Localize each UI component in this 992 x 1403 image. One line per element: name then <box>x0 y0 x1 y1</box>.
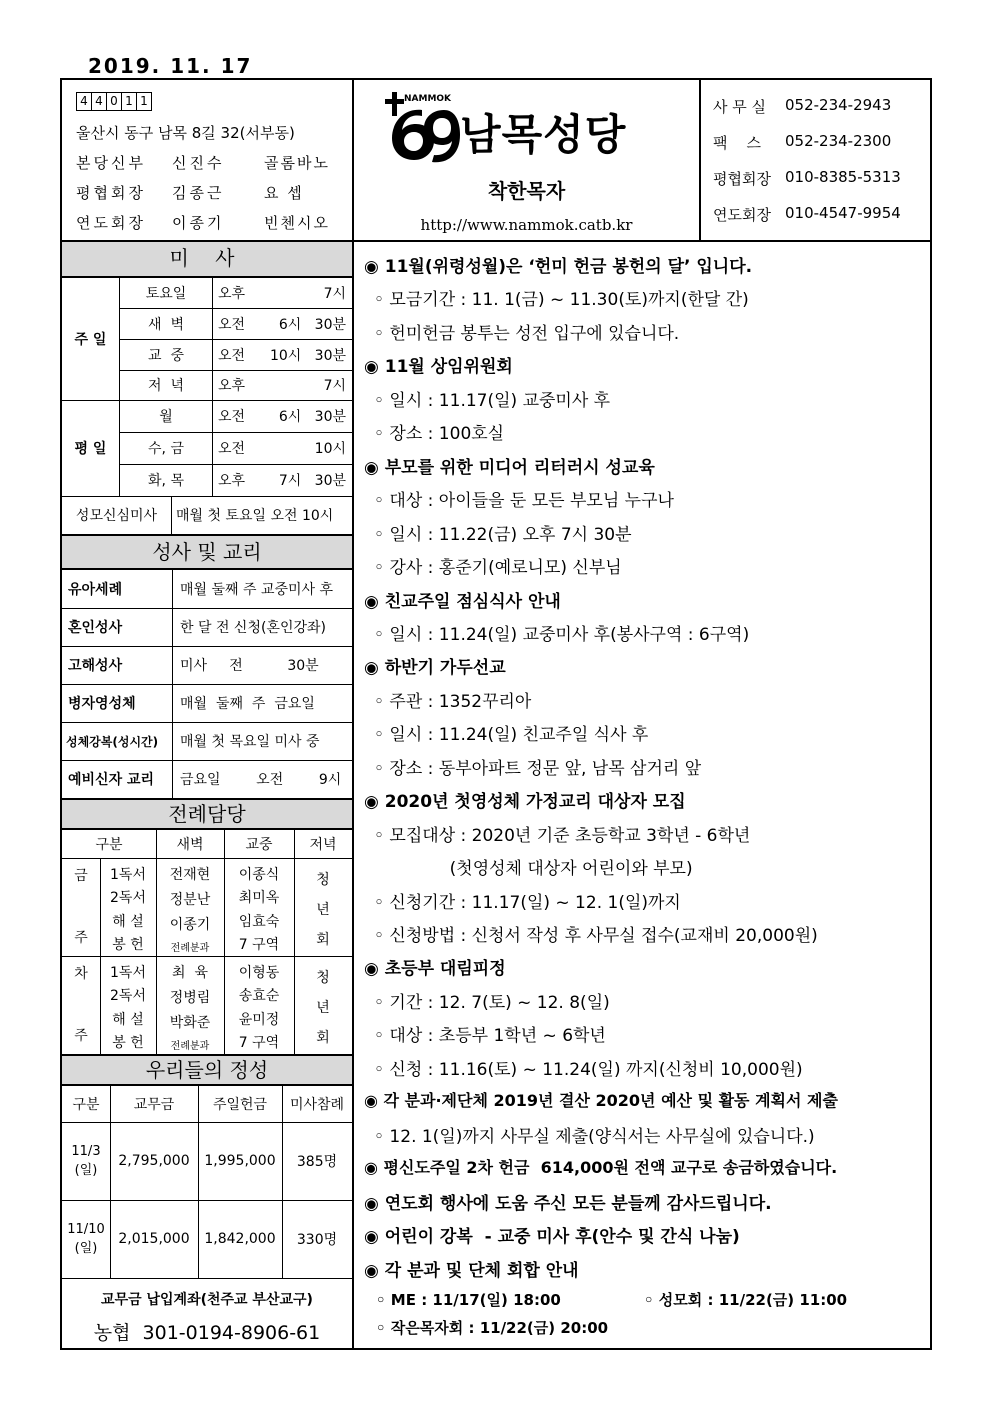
assignee: 송효순 <box>238 988 280 1005</box>
sacrament-value: 미사 전 30분 <box>180 658 319 674</box>
notice-detail: ◦ 헌미헌금 봉투는 성전 입구에 있습니다. <box>374 323 680 344</box>
offering-date <box>62 1122 110 1200</box>
bulletin-name: 착한목자 <box>487 179 566 203</box>
offering-date-line: 11/3 <box>71 1144 101 1159</box>
mass-ampm: 오전 <box>218 409 246 425</box>
assignee: 7 구역 <box>238 1034 280 1051</box>
staff-role: 평협회장 <box>76 184 146 202</box>
mass-ampm: 오전 <box>218 316 246 333</box>
account-label: 교무금 납입계좌(천주교 부산교구) <box>101 1292 313 1308</box>
mass-ampm: 오후 <box>218 378 246 394</box>
assignee: 회 <box>316 1030 330 1046</box>
notice-detail: ◦ 주관 : 1352꾸리아 <box>374 691 532 712</box>
evening-assignees <box>294 864 352 954</box>
contact-row <box>713 204 901 225</box>
offering-header: 구분 <box>72 1097 100 1113</box>
notice-heading: ◉ 연도회 행사에 도움 주신 모든 분들께 감사드립니다. <box>364 1193 772 1214</box>
assignee: 전재현 <box>169 867 211 883</box>
offering-date-line: (일) <box>74 1163 98 1178</box>
assignee: 임효숙 <box>238 913 280 930</box>
notice-detail: ◦ 일시 : 11.24(일) 친교주일 식사 후 <box>374 725 649 746</box>
contact-row <box>713 168 901 189</box>
sacrament-value: 한 달 전 신청(혼인강좌) <box>180 620 326 636</box>
notice-detail: ◦ 12. 1(일)까지 사무실 제출(양식서는 사무실에 있습니다.) <box>374 1126 815 1147</box>
notice-heading: ◉ 평신도주일 2차 헌금 614,000원 전액 교구로 송금하였습니다. <box>364 1158 838 1178</box>
offering-date-line: 11/10 <box>67 1222 105 1237</box>
sacrament-value: 금요일 오전 9시 <box>180 772 342 788</box>
staff-row <box>76 212 330 233</box>
notice-heading: ◉ 11월 상임위원회 <box>364 357 513 378</box>
notice-heading: ◉ 친교주일 점심식사 안내 <box>364 591 561 612</box>
mass-time: 7시 <box>323 286 346 302</box>
mass-day: 화, 목 <box>148 473 184 489</box>
zip-digit: 1 <box>121 92 137 111</box>
bulletin-date: 2019. 11. 17 <box>88 54 253 78</box>
liturgy-role: 봉 헌 <box>112 936 144 953</box>
header-info <box>62 80 354 242</box>
mass-time: 6시 30분 <box>278 316 346 333</box>
mass-day: 교 중 <box>148 347 184 364</box>
liturgy-role: 1독서 <box>110 867 146 883</box>
sacrament-label: 고해성사 <box>68 658 123 674</box>
mass-ampm: 오전 <box>218 441 246 457</box>
mass-day: 수, 금 <box>148 441 184 457</box>
week-label: 주 <box>74 930 88 946</box>
offering-attendance: 330명 <box>296 1232 338 1248</box>
offering-title: 우리들의 정성 <box>62 1054 352 1086</box>
zip-digit: 1 <box>136 92 152 111</box>
mass-ampm: 오후 <box>218 473 246 489</box>
church-name: 남목성당 <box>460 110 627 159</box>
zip-digit: 0 <box>106 92 122 111</box>
dawn-assignees <box>156 864 224 954</box>
offering-collection: 1,842,000 <box>204 1231 276 1247</box>
week-label: 주 <box>74 1028 88 1044</box>
notice-detail: (첫영성체 대상자 어린이와 부모) <box>374 859 693 880</box>
liturgy-role: 봉 헌 <box>112 1034 144 1051</box>
offering-date-line: (일) <box>74 1241 98 1256</box>
notice-heading: ◉ 2020년 첫영성체 가정교리 대상자 모집 <box>364 792 686 813</box>
special-mass-value: 매월 첫 토요일 오전 10시 <box>176 508 334 524</box>
assignee: 전례분과 <box>170 1041 210 1052</box>
mass-day: 저 녁 <box>148 378 184 394</box>
weekday-label: 평 일 <box>62 400 120 496</box>
notice-detail: ◦ 모금기간 : 11. 1(금) ~ 11.30(토)까지(한달 간) <box>374 290 749 311</box>
offering-dues: 2,795,000 <box>118 1153 190 1169</box>
liturgy-title: 전례담당 <box>62 798 352 830</box>
notice-detail: ◦ 장소 : 동부아파트 정문 앞, 남목 삼거리 앞 <box>374 758 702 779</box>
assignee: 전례분과 <box>170 943 210 954</box>
mass-time: 7시 30분 <box>278 473 346 489</box>
contact-value: 052-234-2300 <box>785 132 892 150</box>
mass-day: 월 <box>159 409 173 425</box>
church-url[interactable]: http://www.nammok.catb.kr <box>420 216 633 234</box>
account-number: 농협 301-0194-8906-61 <box>93 1321 321 1344</box>
sacraments-table <box>62 570 352 798</box>
assignee: 박화준 <box>169 1015 211 1031</box>
sacraments-title: 성사 및 교리 <box>62 534 352 570</box>
zip-code <box>76 92 151 111</box>
notice-heading: ◉ 부모를 위한 미디어 리터러시 성교육 <box>364 457 655 478</box>
liturgy-role: 2독서 <box>110 890 146 907</box>
notice-detail: ◦ 일시 : 11.17(일) 교중미사 후 <box>374 390 611 411</box>
offering-attendance: 385명 <box>296 1154 338 1170</box>
contact-value: 010-4547-9954 <box>785 204 901 222</box>
notice-detail: ◦ 모집대상 : 2020년 기준 초등학교 3학년 - 6학년 <box>374 825 751 846</box>
sacrament-label: 유아세례 <box>68 582 123 598</box>
mass-table <box>62 278 352 534</box>
left-column <box>62 242 354 1350</box>
offering-dues: 2,015,000 <box>118 1231 190 1247</box>
header-logo <box>354 80 701 242</box>
meeting-item: ◦ 작은목자회 : 11/22(금) 20:00 <box>376 1318 609 1337</box>
mass-ampm: 오후 <box>218 286 246 302</box>
notice-heading: ◉ 어린이 강복 - 교중 미사 후(안수 및 간식 나눔) <box>364 1227 740 1248</box>
offering-header: 교무금 <box>133 1097 175 1113</box>
contact-label: 평협회장 <box>713 170 771 188</box>
special-mass-label: 성모신심미사 <box>62 496 172 534</box>
main-assignees <box>224 962 294 1052</box>
sacrament-label: 성체강복(성시간) <box>66 734 159 749</box>
sacrament-label: 혼인성사 <box>68 620 123 636</box>
liturgy-roles <box>100 962 156 1052</box>
evening-assignees <box>294 962 352 1052</box>
liturgy-header: 새벽 <box>176 837 204 853</box>
main-assignees <box>224 864 294 954</box>
assignee: 이형동 <box>238 965 280 981</box>
liturgy-roles <box>100 864 156 954</box>
contact-label: 사 무 실 <box>713 98 767 116</box>
mass-time: 10시 <box>314 441 346 457</box>
liturgy-role: 2독서 <box>110 988 146 1005</box>
liturgy-role: 해 설 <box>112 913 144 930</box>
logo-small-text: NAMMOK <box>404 94 452 104</box>
mass-day: 새 벽 <box>148 316 184 333</box>
assignee: 7 구역 <box>238 936 280 953</box>
sacrament-value: 매월 둘째 주 교중미사 후 <box>180 582 334 598</box>
notice-heading: ◉ 하반기 가두선교 <box>364 658 506 679</box>
meeting-item: ◦ ME : 11/17(일) 18:00 <box>376 1290 561 1309</box>
assignee: 년 <box>316 1000 330 1016</box>
liturgy-role: 1독서 <box>110 965 146 981</box>
staff-name: 신진수 <box>172 154 225 172</box>
offering-header: 미사참례 <box>289 1097 345 1113</box>
contact-value: 010-8385-5313 <box>785 168 901 186</box>
notice-heading: ◉ 초등부 대림피정 <box>364 959 506 980</box>
zip-digit: 4 <box>91 92 107 111</box>
mass-time: 10시 30분 <box>269 347 346 364</box>
zip-digit: 4 <box>76 92 92 111</box>
notice-heading: ◉ 각 분과·제단체 2019년 결산 2020년 예산 및 활동 계획서 제출 <box>364 1091 838 1111</box>
church-address: 울산시 동구 남목 8길 32(서부동) <box>76 124 295 142</box>
assignee: 정분난 <box>169 892 211 908</box>
contact-label: 연도회장 <box>713 206 771 224</box>
offering-table <box>62 1086 352 1278</box>
staff-baptismal: 빈첸시오 <box>264 214 330 232</box>
dawn-assignees <box>156 962 224 1052</box>
notices-column <box>354 242 932 1350</box>
contact-value: 052-234-2943 <box>785 96 892 114</box>
notice-detail: ◦ 기간 : 12. 7(토) ~ 12. 8(일) <box>374 992 610 1013</box>
staff-name: 김종근 <box>172 184 225 202</box>
liturgy-header: 교중 <box>245 837 273 853</box>
contact-row <box>713 132 891 153</box>
mass-time: 7시 <box>323 378 346 394</box>
mass-ampm: 오전 <box>218 347 246 364</box>
mass-day: 토요일 <box>145 286 187 302</box>
notice-detail: ◦ 장소 : 100호실 <box>374 424 505 445</box>
assignee: 정병림 <box>169 990 211 1006</box>
offering-header: 주일헌금 <box>212 1097 268 1113</box>
notice-detail: ◦ 강사 : 홍준기(예로니모) 신부님 <box>374 558 622 579</box>
assignee: 이종식 <box>238 867 280 883</box>
sacrament-label: 예비신자 교리 <box>68 772 155 788</box>
liturgy-role: 해 설 <box>112 1011 144 1028</box>
assignee: 회 <box>316 932 330 948</box>
assignee: 최 육 <box>172 965 208 981</box>
assignee: 이종기 <box>169 917 211 933</box>
liturgy-header: 구분 <box>95 837 123 853</box>
liturgy-header: 저녁 <box>309 837 337 853</box>
assignee: 청 <box>316 872 330 888</box>
staff-baptismal: 요 셉 <box>264 184 304 202</box>
notice-heading: ◉ 각 분과 및 단체 회합 안내 <box>364 1260 579 1281</box>
assignee: 윤미정 <box>238 1011 280 1028</box>
notice-detail: ◦ 일시 : 11.22(금) 오후 7시 30분 <box>374 524 632 545</box>
assignee: 최미옥 <box>238 890 280 907</box>
notice-detail: ◦ 신청기간 : 11.17(일) ~ 12. 1(일)까지 <box>374 892 681 913</box>
notice-detail: ◦ 신청 : 11.16(토) ~ 11.24(일) 까지(신청비 10,000원) <box>374 1059 803 1080</box>
staff-name: 이종기 <box>172 214 225 232</box>
staff-row <box>76 182 304 203</box>
liturgy-table <box>62 830 352 1054</box>
sacrament-value: 매월 둘째 주 금요일 <box>180 696 315 712</box>
offering-collection: 1,995,000 <box>204 1153 276 1169</box>
church-logo <box>372 88 692 168</box>
contact-label: 팩 스 <box>713 134 762 152</box>
week-label: 차 <box>74 966 88 982</box>
offering-date <box>62 1200 110 1278</box>
notice-detail: ◦ 대상 : 초등부 1학년 ~ 6학년 <box>374 1026 606 1047</box>
assignee: 청 <box>316 970 330 986</box>
notice-detail: ◦ 대상 : 아이들을 둔 모든 부모님 누구나 <box>374 491 674 512</box>
staff-role: 연도회장 <box>76 214 146 232</box>
staff-baptismal: 골롬바노 <box>264 154 330 172</box>
mass-time: 6시 30분 <box>278 409 346 425</box>
sacrament-label: 병자영성체 <box>68 696 136 712</box>
mass-title: 미 사 <box>62 242 352 278</box>
sunday-label: 주 일 <box>62 278 120 400</box>
bulletin-frame <box>60 78 932 1350</box>
staff-role: 본당신부 <box>76 154 146 172</box>
header-contacts <box>701 80 930 242</box>
notice-heading: ◉ 11월(위령성월)은 ‘헌미 헌금 봉헌의 달’ 입니다. <box>364 257 753 277</box>
contact-row <box>713 96 891 117</box>
staff-row <box>76 152 330 173</box>
sacrament-value: 매월 첫 목요일 미사 중 <box>180 734 320 750</box>
meeting-item: ◦ 성모회 : 11/22(금) 11:00 <box>644 1290 848 1309</box>
notice-detail: ◦ 신청방법 : 신청서 작성 후 사무실 접수(교재비 20,000원) <box>374 926 818 946</box>
assignee: 년 <box>316 902 330 918</box>
week-label: 금 <box>74 868 88 884</box>
notice-detail: ◦ 일시 : 11.24(일) 교중미사 후(봉사구역 : 6구역) <box>374 624 750 645</box>
